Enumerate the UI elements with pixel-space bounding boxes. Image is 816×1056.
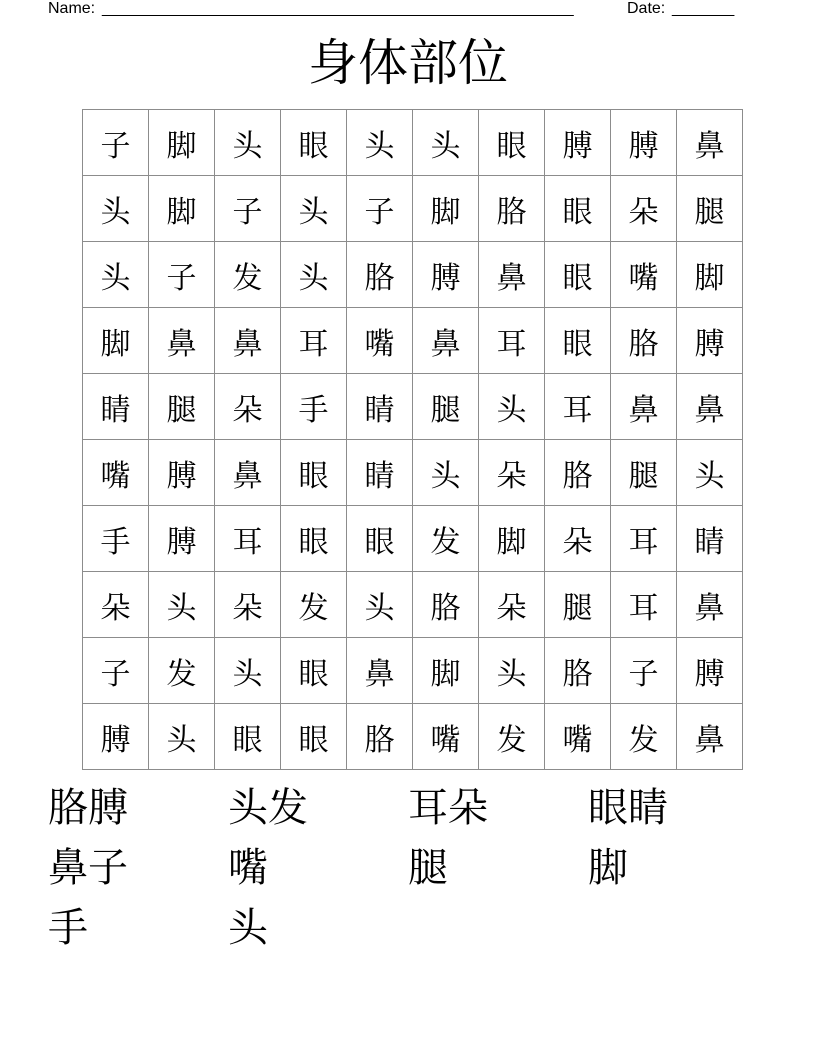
grid-row bbox=[83, 638, 743, 704]
grid-cell[interactable]: 鼻 bbox=[611, 374, 677, 440]
word-list bbox=[48, 778, 768, 958]
grid-cell[interactable]: 头 bbox=[479, 638, 545, 704]
word-list-item: 嘴 bbox=[228, 845, 268, 891]
grid-cell[interactable]: 眼 bbox=[281, 110, 347, 176]
grid-cell[interactable]: 胳 bbox=[611, 308, 677, 374]
grid-cell[interactable]: 子 bbox=[215, 176, 281, 242]
grid-cell[interactable]: 朵 bbox=[479, 572, 545, 638]
name-field-line: _____________________________________________________ bbox=[102, 0, 574, 17]
grid-cell[interactable]: 膊 bbox=[545, 110, 611, 176]
grid-cell[interactable]: 头 bbox=[413, 110, 479, 176]
grid-cell[interactable]: 头 bbox=[215, 110, 281, 176]
grid-cell[interactable]: 发 bbox=[611, 704, 677, 770]
grid-cell[interactable]: 子 bbox=[347, 176, 413, 242]
grid-cell[interactable]: 睛 bbox=[347, 440, 413, 506]
grid-cell[interactable]: 睛 bbox=[347, 374, 413, 440]
grid-cell[interactable]: 耳 bbox=[611, 506, 677, 572]
word-list-item: 耳朵 bbox=[408, 785, 488, 831]
grid-cell[interactable]: 胳 bbox=[545, 638, 611, 704]
grid-cell[interactable]: 耳 bbox=[281, 308, 347, 374]
date-field-line: _______ bbox=[672, 0, 735, 17]
grid-cell[interactable]: 朵 bbox=[479, 440, 545, 506]
grid-cell[interactable]: 眼 bbox=[281, 506, 347, 572]
word-list-item: 头发 bbox=[228, 785, 308, 831]
grid-cell[interactable]: 脚 bbox=[149, 176, 215, 242]
grid-cell[interactable]: 朵 bbox=[215, 572, 281, 638]
grid-cell[interactable]: 鼻 bbox=[677, 374, 743, 440]
grid-cell[interactable]: 脚 bbox=[83, 308, 149, 374]
grid-cell[interactable]: 嘴 bbox=[413, 704, 479, 770]
grid-cell[interactable]: 头 bbox=[281, 242, 347, 308]
grid-cell[interactable]: 朵 bbox=[545, 506, 611, 572]
grid-cell[interactable]: 脚 bbox=[413, 638, 479, 704]
page-title: 身体部位 bbox=[308, 34, 508, 92]
grid-cell[interactable]: 头 bbox=[347, 572, 413, 638]
grid-cell[interactable]: 睛 bbox=[677, 506, 743, 572]
grid-cell[interactable]: 头 bbox=[413, 440, 479, 506]
grid-cell[interactable]: 子 bbox=[611, 638, 677, 704]
grid-cell[interactable]: 头 bbox=[83, 242, 149, 308]
grid-cell[interactable]: 膊 bbox=[677, 638, 743, 704]
grid-cell[interactable]: 耳 bbox=[545, 374, 611, 440]
grid-cell[interactable]: 鼻 bbox=[479, 242, 545, 308]
grid-cell[interactable]: 膊 bbox=[83, 704, 149, 770]
grid-cell[interactable]: 发 bbox=[479, 704, 545, 770]
grid-cell[interactable]: 腿 bbox=[413, 374, 479, 440]
grid-cell[interactable]: 子 bbox=[83, 110, 149, 176]
grid-row bbox=[83, 242, 743, 308]
grid-cell[interactable]: 嘴 bbox=[545, 704, 611, 770]
grid-cell[interactable]: 腿 bbox=[611, 440, 677, 506]
grid-cell[interactable]: 膊 bbox=[611, 110, 677, 176]
grid-cell[interactable]: 发 bbox=[149, 638, 215, 704]
grid-row bbox=[83, 440, 743, 506]
grid-cell[interactable]: 眼 bbox=[281, 638, 347, 704]
grid-cell[interactable]: 发 bbox=[413, 506, 479, 572]
grid-row bbox=[83, 704, 743, 770]
grid-cell[interactable]: 脚 bbox=[479, 506, 545, 572]
grid-cell[interactable]: 鼻 bbox=[413, 308, 479, 374]
grid-cell[interactable]: 嘴 bbox=[611, 242, 677, 308]
grid-cell[interactable]: 嘴 bbox=[347, 308, 413, 374]
word-list-item: 胳膊 bbox=[48, 785, 128, 831]
grid-row bbox=[83, 176, 743, 242]
grid-cell[interactable]: 胳 bbox=[347, 242, 413, 308]
grid-cell[interactable]: 鼻 bbox=[677, 572, 743, 638]
grid-cell[interactable]: 嘴 bbox=[83, 440, 149, 506]
name-label: Name: bbox=[48, 0, 96, 17]
grid-cell[interactable]: 眼 bbox=[281, 440, 347, 506]
word-list-item: 脚 bbox=[588, 845, 628, 891]
grid-cell[interactable]: 发 bbox=[215, 242, 281, 308]
grid-cell[interactable]: 头 bbox=[83, 176, 149, 242]
grid-cell[interactable]: 鼻 bbox=[149, 308, 215, 374]
grid-cell[interactable]: 眼 bbox=[545, 308, 611, 374]
grid-cell[interactable]: 眼 bbox=[215, 704, 281, 770]
grid-cell[interactable]: 眼 bbox=[479, 110, 545, 176]
grid-cell[interactable]: 手 bbox=[83, 506, 149, 572]
word-list-item: 头 bbox=[228, 905, 268, 951]
grid-cell[interactable]: 腿 bbox=[149, 374, 215, 440]
grid-row bbox=[83, 572, 743, 638]
grid-cell[interactable]: 鼻 bbox=[215, 440, 281, 506]
grid-cell[interactable]: 膊 bbox=[149, 506, 215, 572]
grid-cell[interactable]: 朵 bbox=[611, 176, 677, 242]
grid-row bbox=[83, 506, 743, 572]
grid-cell[interactable]: 头 bbox=[347, 110, 413, 176]
grid-cell[interactable]: 手 bbox=[281, 374, 347, 440]
word-list-item: 鼻子 bbox=[48, 845, 128, 891]
word-list-item: 腿 bbox=[408, 845, 448, 891]
grid-cell[interactable]: 腿 bbox=[545, 572, 611, 638]
grid-cell[interactable]: 朵 bbox=[215, 374, 281, 440]
grid-cell[interactable]: 头 bbox=[281, 176, 347, 242]
grid-cell[interactable]: 胳 bbox=[347, 704, 413, 770]
grid-cell[interactable]: 脚 bbox=[413, 176, 479, 242]
grid-cell[interactable]: 膊 bbox=[677, 308, 743, 374]
grid-cell[interactable]: 胳 bbox=[413, 572, 479, 638]
grid-cell[interactable]: 耳 bbox=[611, 572, 677, 638]
grid-cell[interactable]: 头 bbox=[149, 572, 215, 638]
grid-cell[interactable]: 头 bbox=[149, 704, 215, 770]
grid-row bbox=[83, 374, 743, 440]
header bbox=[48, 0, 748, 18]
grid-cell[interactable]: 睛 bbox=[83, 374, 149, 440]
grid-cell[interactable]: 鼻 bbox=[215, 308, 281, 374]
grid-cell[interactable]: 眼 bbox=[545, 242, 611, 308]
word-search-grid bbox=[82, 109, 743, 770]
grid-cell[interactable]: 胳 bbox=[479, 176, 545, 242]
grid-cell[interactable]: 胳 bbox=[545, 440, 611, 506]
grid-cell[interactable]: 眼 bbox=[545, 176, 611, 242]
grid-cell[interactable]: 膊 bbox=[149, 440, 215, 506]
grid-cell[interactable]: 膊 bbox=[413, 242, 479, 308]
date-label: Date: bbox=[627, 0, 666, 17]
grid-cell[interactable]: 脚 bbox=[677, 242, 743, 308]
grid-cell[interactable]: 子 bbox=[149, 242, 215, 308]
grid-row bbox=[83, 110, 743, 176]
grid-cell[interactable]: 耳 bbox=[215, 506, 281, 572]
grid-cell[interactable]: 头 bbox=[479, 374, 545, 440]
grid-cell[interactable]: 鼻 bbox=[347, 638, 413, 704]
grid-cell[interactable]: 鼻 bbox=[677, 110, 743, 176]
grid-cell[interactable]: 脚 bbox=[149, 110, 215, 176]
grid-cell[interactable]: 子 bbox=[83, 638, 149, 704]
grid-cell[interactable]: 眼 bbox=[281, 704, 347, 770]
grid-cell[interactable]: 头 bbox=[677, 440, 743, 506]
word-list-item: 手 bbox=[48, 905, 88, 951]
grid-cell[interactable]: 头 bbox=[215, 638, 281, 704]
grid-cell[interactable]: 腿 bbox=[677, 176, 743, 242]
grid-cell[interactable]: 鼻 bbox=[677, 704, 743, 770]
grid-cell[interactable]: 耳 bbox=[479, 308, 545, 374]
grid-cell[interactable]: 朵 bbox=[83, 572, 149, 638]
grid-cell[interactable]: 眼 bbox=[347, 506, 413, 572]
word-list-item: 眼睛 bbox=[588, 785, 668, 831]
grid-row bbox=[83, 308, 743, 374]
grid-cell[interactable]: 发 bbox=[281, 572, 347, 638]
